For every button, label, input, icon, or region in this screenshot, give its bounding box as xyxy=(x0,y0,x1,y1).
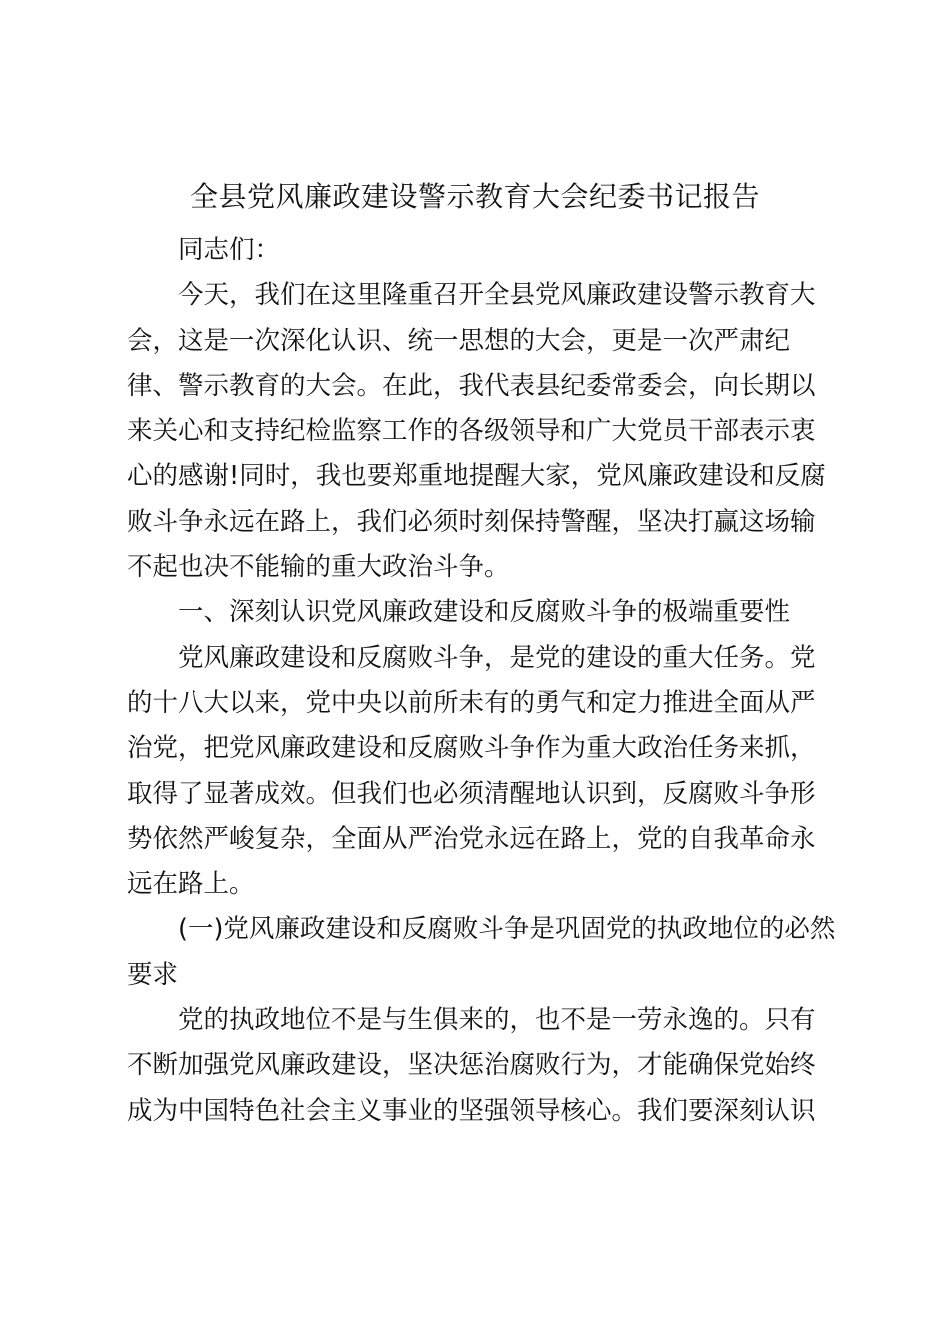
text-line: 党风廉政建设和反腐败斗争，是党的建设的重大任务。党 xyxy=(178,642,816,673)
text-line: 律、警示教育的大会。在此，我代表县纪委常委会，向长期以 xyxy=(127,370,816,401)
text-line: 成为中国特色社会主义事业的坚强领导核心。我们要深刻认识 xyxy=(127,1095,816,1126)
text-line: 远在路上。 xyxy=(127,869,255,900)
text-line: 今天，我们在这里隆重召开全县党风廉政建设警示教育大 xyxy=(178,280,816,311)
text-line: 的十八大以来，党中央以前所未有的勇气和定力推进全面从严 xyxy=(127,687,816,718)
text-line: (一)党风廉政建设和反腐败斗争是巩固党的执政地位的必然 xyxy=(178,914,836,945)
text-line: 不起也决不能输的重大政治斗争。 xyxy=(127,552,510,583)
text-line: 党的执政地位不是与生俱来的，也不是一劳永逸的。只有 xyxy=(178,1005,816,1036)
text-line: 势依然严峻复杂，全面从严治党永远在路上，党的自我革命永 xyxy=(127,823,816,854)
text-line: 一、深刻认识党风廉政建设和反腐败斗争的极端重要性 xyxy=(178,597,791,628)
text-line: 要求 xyxy=(127,959,179,990)
text-line: 不断加强党风廉政建设，坚决惩治腐败行为，才能确保党始终 xyxy=(127,1050,816,1081)
text-line: 来关心和支持纪检监察工作的各级领导和广大党员干部表示衷 xyxy=(127,416,816,447)
text-line: 败斗争永远在路上，我们必须时刻保持警醒，坚决打赢这场输 xyxy=(127,506,816,537)
document-body xyxy=(127,228,836,1134)
text-line: 治党，把党风廉政建设和反腐败斗争作为重大政治任务来抓， xyxy=(127,733,816,764)
text-line: 会，这是一次深化认识、统一思想的大会，更是一次严肃纪 xyxy=(127,325,791,356)
text-line: 同志们： xyxy=(178,235,281,265)
document-title: 全县党风廉政建设警示教育大会纪委书记报告 xyxy=(189,180,760,213)
text-line: 心的感谢!同时，我也要郑重地提醒大家，党风廉政建设和反腐 xyxy=(127,461,826,492)
text-line: 取得了显著成效。但我们也必须清醒地认识到，反腐败斗争形 xyxy=(127,778,816,809)
